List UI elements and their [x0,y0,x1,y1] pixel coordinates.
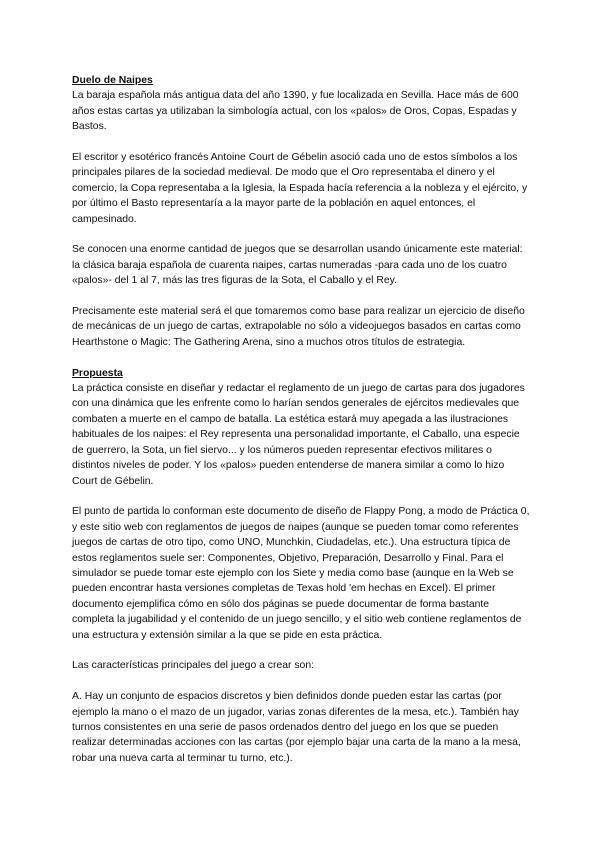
paragraph: El escritor y esotérico francés Antoine Court de Gébelin asoció cada uno de estos símbolos a los principales pilares de la sociedad medieval. De modo que el Oro representaba el dinero y el comercio, la Copa representaba a la Iglesia, la Espada hacía referencia a la nobleza y el ejército, y por último el Basto representaría a la mayor parte de la población en aquel entonces, el campesinado. [72,152,528,225]
paragraph: La práctica consiste en diseñar y redactar el reglamento de un juego de cartas para dos jugadores con una dinámica que les enfrente como lo harían sendos generales de ejércitos medievales que combaten a muerte en el campo de batalla. La estética estará muy apegada a las ilustraciones habituales de los naipes: el Rey representa una personalidad importante, el Caballo, una especie de guerrero, la Sota, un fiel siervo... y los números pueden representar efectivos militares o distintos niveles de poder. Y los «palos» pueden entenderse de manera similar a como lo hizo Court de Gébelin. [72,383,525,487]
paragraph: Precisamente este material será el que tomaremos como base para realizar un ejercicio de diseño de mecánicas de un juego de cartas, extrapolable no sólo a videojuegos basados en cartas como Hearthstone o Magic: The Gathering Arena, sino a muchos otros títulos de estrategia. [72,306,525,348]
paragraph: A. Hay un conjunto de espacios discretos y bien definidos donde pueden estar las cartas (por ejemplo la mano o el mazo de un jugador, varias zonas diferentes de la mesa, etc.). También hay turnos consistentes en una serie de pasos ordenados dentro del juego en los que se pueden realizar determinadas acciones con las cartas (por ejemplo bajar una carta de la mano a la mesa, robar una nueva carta al terminar tu turno, etc.). [72,691,521,764]
paragraph: Las características principales del juego a crear son: [72,660,314,672]
paragraph: El punto de partida lo conforman este documento de diseño de Flappy Pong, a modo de Práctica 0, y este sitio web con reglamentos de juegos de naipes (aunque se pueden tomar como referentes juegos de cartas de otro tipo, como UNO, Munchkin, Ciudadelas, etc.). Una estructura típica de estos reglamentos suele ser: Componentes, Objetivo, Preparación, Desarrollo y Final. Para el simulador se puede tomar este ejemplo con los Siete y media como base (aunque en la Web se pueden encontrar hasta versiones completas de Texas hold 'em hechas en Excel). El primer documento ejemplifica cómo en sólo dos páginas se puede documentar de forma bastante completa la jugabilidad y el contenido de un juego sencillo, y el sitio web contiene reglamentos de una estructura y extensión similar a la que se pide en esta práctica. [72,506,530,641]
section-heading-duelo: Duelo de Naipes [72,75,153,86]
document-body [72,73,530,766]
section-heading-propuesta: Propuesta [72,367,123,379]
paragraph: La baraja española más antigua data del año 1390, y fue localizada en Sevilla. Hace más de 600 años estas cartas ya utilizaban la simbología actual, con los «palos» de Oros, Copas, Espadas y Bastos. [72,90,519,133]
paragraph: Se conocen una enorme cantidad de juegos que se desarrollan usando únicamente este material: la clásica baraja española de cuarenta naipes, cartas numeradas -para cada uno de los cuatro «palos»- del 1 al 7, más las tres figuras de la Sota, el Caballo y el Rey. [72,244,523,287]
